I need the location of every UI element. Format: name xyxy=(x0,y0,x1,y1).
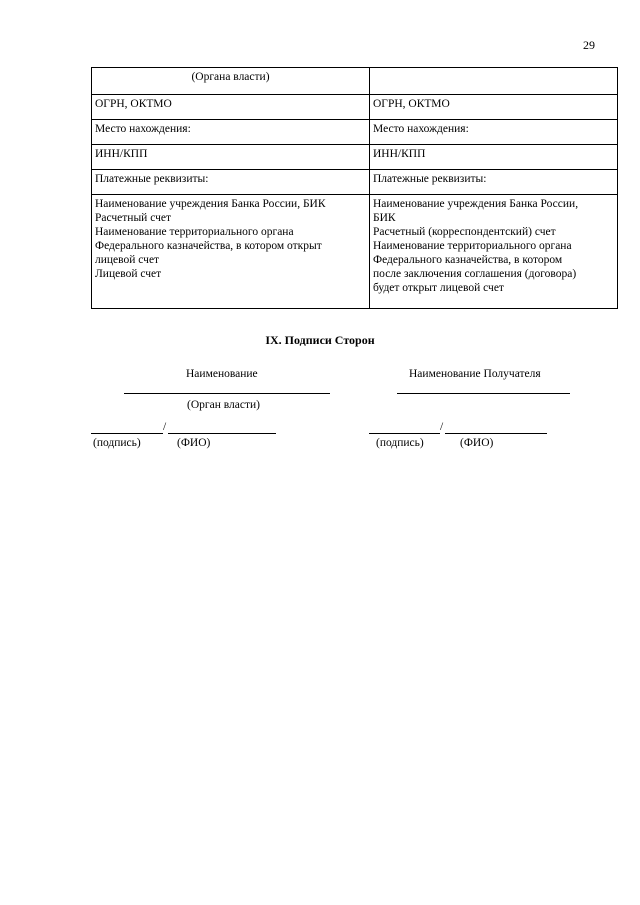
payment-right-cell: Платежные реквизиты: xyxy=(370,170,618,195)
ogrn-right-cell: ОГРН, ОКТМО xyxy=(370,95,618,120)
inn-left-cell: ИНН/КПП xyxy=(92,145,370,170)
table-row xyxy=(92,145,618,170)
bank-right-line: Федерального казначейства, в котором xyxy=(373,254,563,266)
right-sign-line xyxy=(369,433,440,434)
left-name-line xyxy=(124,393,330,394)
table-row xyxy=(92,170,618,195)
bank-left-cell xyxy=(92,195,370,309)
bank-right-line: Расчетный (корреспондентский) счет xyxy=(373,226,556,238)
table-row xyxy=(92,95,618,120)
right-name-line xyxy=(397,393,570,394)
left-sub-label: (Орган власти) xyxy=(187,399,260,411)
bank-right-cell xyxy=(370,195,618,309)
left-sign-line xyxy=(91,433,163,434)
bank-left-line: Наименование территориального органа xyxy=(95,226,294,238)
header-left-cell: (Органа власти) xyxy=(92,68,370,95)
right-fio-label: (ФИО) xyxy=(460,437,494,449)
left-fio-label: (ФИО) xyxy=(177,437,211,449)
right-name-label: Наименование Получателя xyxy=(409,368,541,380)
bank-left-line: Расчетный счет xyxy=(95,212,171,224)
bank-right-line: Наименование территориального органа xyxy=(373,240,572,252)
right-fio-line xyxy=(445,433,547,434)
bank-right-line: БИК xyxy=(373,212,396,224)
left-slash: / xyxy=(163,421,167,433)
bank-left-line: лицевой счет xyxy=(95,254,160,266)
payment-left-cell: Платежные реквизиты: xyxy=(92,170,370,195)
right-sign-label: (подпись) xyxy=(376,437,424,449)
page-number: 29 xyxy=(583,38,595,52)
left-name-label: Наименование xyxy=(186,368,258,380)
left-fio-line xyxy=(168,433,276,434)
location-left-cell: Место нахождения: xyxy=(92,120,370,145)
inn-right-cell: ИНН/КПП xyxy=(370,145,618,170)
ogrn-left-cell: ОГРН, ОКТМО xyxy=(92,95,370,120)
requisites-table xyxy=(91,67,618,309)
right-slash: / xyxy=(440,421,444,433)
bank-right-line: будет открыт лицевой счет xyxy=(373,282,504,294)
location-right-cell: Место нахождения: xyxy=(370,120,618,145)
left-sign-label: (подпись) xyxy=(93,437,141,449)
table-row xyxy=(92,195,618,309)
header-right-cell xyxy=(370,68,618,95)
bank-left-line: Лицевой счет xyxy=(95,268,162,280)
table-row xyxy=(92,68,618,95)
bank-left-line: Федерального казначейства, в котором открыт xyxy=(95,240,322,252)
table-row xyxy=(92,120,618,145)
section-title: IX. Подписи Сторон xyxy=(265,333,375,347)
bank-right-line: после заключения соглашения (договора) xyxy=(373,268,577,280)
bank-left-line: Наименование учреждения Банка России, БИК xyxy=(95,198,326,210)
bank-right-line: Наименование учреждения Банка России, xyxy=(373,198,579,210)
